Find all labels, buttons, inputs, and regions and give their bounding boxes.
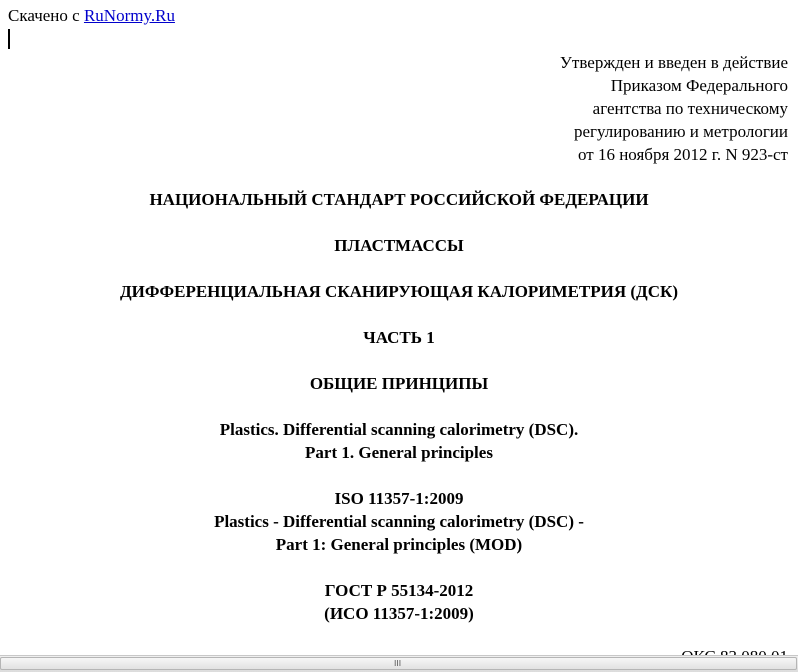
iso-number: ISO 11357-1:2009 xyxy=(334,489,464,508)
method-heading xyxy=(0,280,798,303)
iso-title-line: Part 1: General principles (MOD) xyxy=(275,535,523,554)
subject-heading xyxy=(0,234,798,257)
english-title-line: Plastics. Differential scanning calorimetry (DSC). xyxy=(219,420,579,439)
text-cursor xyxy=(8,29,10,49)
approval-line: регулированию и метрологии xyxy=(573,122,788,141)
horizontal-scrollbar[interactable] xyxy=(0,655,798,672)
standard-title-text: НАЦИОНАЛЬНЫЙ СТАНДАРТ РОССИЙСКОЙ ФЕДЕРАЦИИ xyxy=(149,190,649,209)
downloaded-prefix: Скачено с xyxy=(8,6,80,25)
iso-reference xyxy=(0,487,798,556)
approval-line: Утвержден и введен в действие xyxy=(559,53,788,72)
runormy-link[interactable]: RuNormy.Ru xyxy=(83,6,175,25)
grip-icon: III xyxy=(394,659,402,668)
approval-line: Приказом Федерального xyxy=(610,76,788,95)
approval-line: от 16 ноября 2012 г. N 923-ст xyxy=(578,145,788,164)
english-title-line: Part 1. General principles xyxy=(305,443,493,462)
subject-text: ПЛАСТМАССЫ xyxy=(334,236,464,255)
iso-title-line: Plastics - Differential scanning calorimetry (DSC) - xyxy=(214,512,584,531)
approval-block xyxy=(560,51,788,166)
standard-title xyxy=(0,188,798,211)
download-source-line xyxy=(8,6,175,26)
gost-number: ГОСТ Р 55134-2012 xyxy=(324,581,474,600)
method-text: ДИФФЕРЕНЦИАЛЬНАЯ СКАНИРУЮЩАЯ КАЛОРИМЕТРИЯ (ДСК) xyxy=(119,282,679,301)
english-title xyxy=(0,418,798,464)
part-text: ЧАСТЬ 1 xyxy=(363,328,435,347)
part-heading xyxy=(0,326,798,349)
scrollbar-thumb[interactable] xyxy=(0,657,797,670)
gost-reference xyxy=(0,579,798,625)
part-title-heading xyxy=(0,372,798,395)
approval-line: агентства по техническому xyxy=(592,99,788,118)
part-title-text: ОБЩИЕ ПРИНЦИПЫ xyxy=(309,374,489,393)
gost-iso-ref: (ИСО 11357-1:2009) xyxy=(324,604,474,623)
